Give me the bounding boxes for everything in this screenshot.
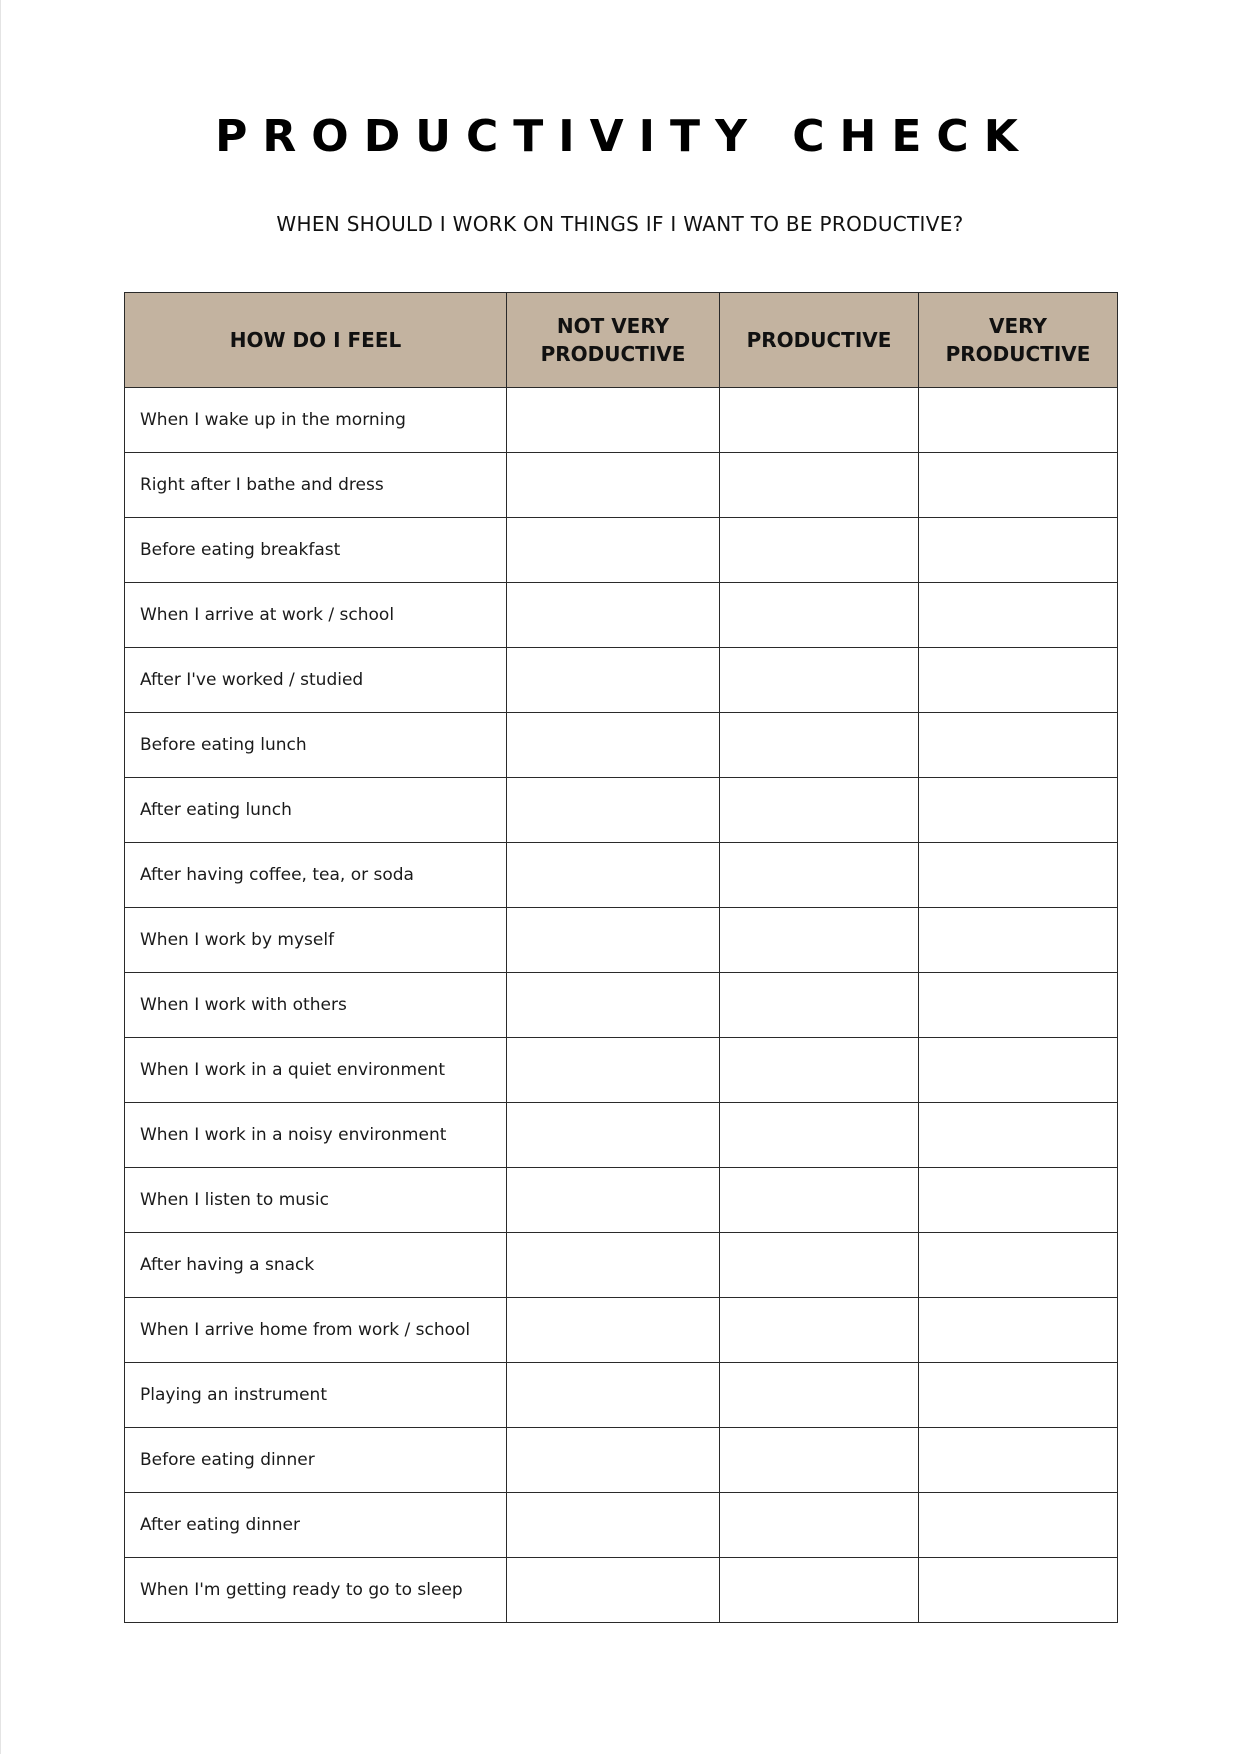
row-label: When I arrive at work / school xyxy=(125,583,507,648)
table-row xyxy=(125,908,1118,973)
cell-not-very-productive[interactable] xyxy=(507,1428,720,1493)
row-label: Right after I bathe and dress xyxy=(125,453,507,518)
row-label: After I've worked / studied xyxy=(125,648,507,713)
cell-not-very-productive[interactable] xyxy=(507,1493,720,1558)
cell-not-very-productive[interactable] xyxy=(507,1298,720,1363)
table-row xyxy=(125,973,1118,1038)
row-label: When I work in a noisy environment xyxy=(125,1103,507,1168)
cell-not-very-productive[interactable] xyxy=(507,908,720,973)
table-row xyxy=(125,1233,1118,1298)
table-row xyxy=(125,1558,1118,1623)
page-edge xyxy=(0,0,1,1754)
cell-productive[interactable] xyxy=(720,908,919,973)
cell-productive[interactable] xyxy=(720,1233,919,1298)
cell-not-very-productive[interactable] xyxy=(507,388,720,453)
column-header-productive xyxy=(720,293,919,388)
cell-productive[interactable] xyxy=(720,1168,919,1233)
table-row xyxy=(125,1428,1118,1493)
cell-productive[interactable] xyxy=(720,453,919,518)
page-title: PRODUCTIVITY CHECK xyxy=(215,111,1033,162)
cell-very-productive[interactable] xyxy=(919,1168,1118,1233)
column-header-label: NOT VERY PRODUCTIVE xyxy=(540,314,686,366)
cell-not-very-productive[interactable] xyxy=(507,1558,720,1623)
table-row xyxy=(125,453,1118,518)
table-row xyxy=(125,1103,1118,1168)
cell-very-productive[interactable] xyxy=(919,388,1118,453)
cell-not-very-productive[interactable] xyxy=(507,1168,720,1233)
cell-very-productive[interactable] xyxy=(919,1428,1118,1493)
cell-very-productive[interactable] xyxy=(919,843,1118,908)
cell-productive[interactable] xyxy=(720,1558,919,1623)
cell-very-productive[interactable] xyxy=(919,1558,1118,1623)
cell-very-productive[interactable] xyxy=(919,1493,1118,1558)
row-label: After having a snack xyxy=(125,1233,507,1298)
cell-not-very-productive[interactable] xyxy=(507,1038,720,1103)
table-body xyxy=(125,388,1118,1623)
column-header-not-very-productive xyxy=(507,293,720,388)
cell-productive[interactable] xyxy=(720,388,919,453)
column-header-label: VERY PRODUCTIVE xyxy=(945,314,1091,366)
cell-not-very-productive[interactable] xyxy=(507,1233,720,1298)
table-row xyxy=(125,583,1118,648)
cell-not-very-productive[interactable] xyxy=(507,583,720,648)
row-label: When I'm getting ready to go to sleep xyxy=(125,1558,507,1623)
cell-not-very-productive[interactable] xyxy=(507,973,720,1038)
cell-productive[interactable] xyxy=(720,1363,919,1428)
table-header-row xyxy=(125,293,1118,388)
table-row xyxy=(125,648,1118,713)
row-label: After eating dinner xyxy=(125,1493,507,1558)
column-header-how-do-i-feel xyxy=(125,293,507,388)
row-label: When I work by myself xyxy=(125,908,507,973)
cell-productive[interactable] xyxy=(720,1038,919,1103)
cell-very-productive[interactable] xyxy=(919,1298,1118,1363)
column-header-label: PRODUCTIVE xyxy=(746,328,892,352)
cell-very-productive[interactable] xyxy=(919,1103,1118,1168)
cell-not-very-productive[interactable] xyxy=(507,713,720,778)
row-label: When I arrive home from work / school xyxy=(125,1298,507,1363)
cell-productive[interactable] xyxy=(720,1493,919,1558)
cell-very-productive[interactable] xyxy=(919,908,1118,973)
cell-productive[interactable] xyxy=(720,518,919,583)
cell-very-productive[interactable] xyxy=(919,453,1118,518)
table-row xyxy=(125,713,1118,778)
table-row xyxy=(125,518,1118,583)
cell-not-very-productive[interactable] xyxy=(507,648,720,713)
cell-very-productive[interactable] xyxy=(919,1363,1118,1428)
row-label: Before eating lunch xyxy=(125,713,507,778)
cell-productive[interactable] xyxy=(720,648,919,713)
row-label: When I listen to music xyxy=(125,1168,507,1233)
cell-productive[interactable] xyxy=(720,583,919,648)
cell-productive[interactable] xyxy=(720,973,919,1038)
row-label: After eating lunch xyxy=(125,778,507,843)
cell-very-productive[interactable] xyxy=(919,1038,1118,1103)
productivity-table xyxy=(124,292,1118,1623)
row-label: When I work with others xyxy=(125,973,507,1038)
cell-very-productive[interactable] xyxy=(919,713,1118,778)
table-row xyxy=(125,1038,1118,1103)
table-row xyxy=(125,1298,1118,1363)
cell-productive[interactable] xyxy=(720,1428,919,1493)
cell-not-very-productive[interactable] xyxy=(507,778,720,843)
table-row xyxy=(125,1363,1118,1428)
row-label: After having coffee, tea, or soda xyxy=(125,843,507,908)
row-label: When I wake up in the morning xyxy=(125,388,507,453)
cell-very-productive[interactable] xyxy=(919,518,1118,583)
cell-not-very-productive[interactable] xyxy=(507,843,720,908)
column-header-label: HOW DO I FEEL xyxy=(229,328,402,352)
cell-very-productive[interactable] xyxy=(919,778,1118,843)
cell-not-very-productive[interactable] xyxy=(507,1363,720,1428)
cell-very-productive[interactable] xyxy=(919,1233,1118,1298)
cell-not-very-productive[interactable] xyxy=(507,453,720,518)
cell-productive[interactable] xyxy=(720,778,919,843)
cell-productive[interactable] xyxy=(720,713,919,778)
cell-very-productive[interactable] xyxy=(919,583,1118,648)
table-row xyxy=(125,843,1118,908)
cell-not-very-productive[interactable] xyxy=(507,1103,720,1168)
cell-very-productive[interactable] xyxy=(919,648,1118,713)
table-row xyxy=(125,1168,1118,1233)
table-row xyxy=(125,778,1118,843)
row-label: Before eating breakfast xyxy=(125,518,507,583)
cell-productive[interactable] xyxy=(720,1298,919,1363)
cell-productive[interactable] xyxy=(720,1103,919,1168)
column-header-very-productive xyxy=(919,293,1118,388)
cell-productive[interactable] xyxy=(720,843,919,908)
row-label: Playing an instrument xyxy=(125,1363,507,1428)
table-row xyxy=(125,1493,1118,1558)
cell-not-very-productive[interactable] xyxy=(507,518,720,583)
page-subtitle: WHEN SHOULD I WORK ON THINGS IF I WANT TO BE PRODUCTIVE? xyxy=(276,212,964,236)
row-label: Before eating dinner xyxy=(125,1428,507,1493)
row-label: When I work in a quiet environment xyxy=(125,1038,507,1103)
table-row xyxy=(125,388,1118,453)
cell-very-productive[interactable] xyxy=(919,973,1118,1038)
